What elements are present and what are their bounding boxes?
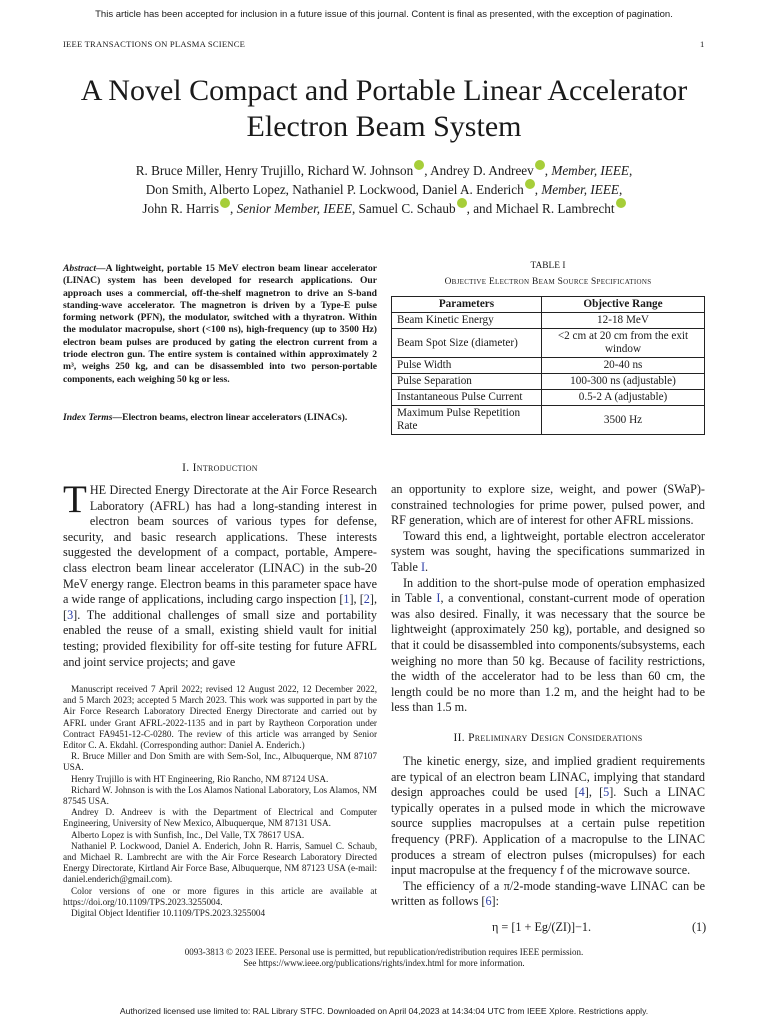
title-line-1: A Novel Compact and Portable Linear Accelerator — [80, 74, 688, 107]
paragraph-text: The kinetic energy, size, and implied gradient requirements are typical of an electron beam LINAC, implying that standard design approaches could be used [ — [391, 754, 705, 800]
parameter-cell: Instantaneous Pulse Current — [392, 390, 542, 406]
table-row — [392, 313, 705, 329]
section-number: II. — [453, 732, 465, 744]
orcid-icon[interactable] — [535, 160, 545, 170]
orcid-icon[interactable] — [525, 179, 535, 189]
section-title: Introduction — [192, 462, 258, 474]
table-label: TABLE I — [530, 261, 566, 271]
drop-cap: T — [63, 478, 87, 521]
authors-part-6: , and Michael R. Lambrecht — [466, 201, 615, 217]
footnote-affiliation: Nathaniel P. Lockwood, Daniel A. Enderich, John R. Harris, Samuel C. Schaub, and Michael R. Lambrecht are with the Air Force Research Laboratory Directed Energy Directorate, Kirtland Air Force Base, Albuquerque, NM 87123 USA (e-mail: daniel.enderich@gmail.com). — [63, 840, 377, 885]
intro-text-b: ]. The additional challenges of small size and portability enabled the reuse of a small, existing shield vault for initial testing; provided flexibility for off-site testing for future AFRL and joint service projects; and gave — [63, 607, 377, 669]
citation-link[interactable]: 4 — [578, 785, 585, 800]
authors-part-3: Don Smith, Alberto Lopez, Nathaniel P. Lockwood, Daniel A. Enderich — [145, 182, 524, 198]
copyright-line: 0093-3813 © 2023 IEEE. Personal use is permitted, but republication/redistribution requires IEEE permission. — [184, 947, 584, 957]
citation-link[interactable]: 1 — [343, 592, 350, 607]
paragraph-text: Toward this end, a lightweight, portable electron accelerator system was sought, having the specifications summarized in Table — [391, 528, 705, 574]
range-cell: <2 cm at 20 cm from the exit window — [542, 329, 705, 358]
citation-separator: ], [ — [349, 592, 364, 607]
citation-link[interactable]: 6 — [485, 894, 492, 909]
citation-separator: ], [ — [584, 785, 604, 800]
footnote-manuscript: Manuscript received 7 April 2022; revised 12 August 2022, 12 December 2022, and 5 March 2023; accepted 5 March 2023. This work was supported in part by the Air Force Research Laboratory Directed Energy Directorate and carried out by AFRL under Grant AFRL-2022-1135 and in part by Raytheon Corporation under Contract FA9451-12-C-0280. The review of this article was arranged by Senior Editor C. A. Ekdahl. (Corresponding author: Daniel A. Enderich.) — [63, 684, 377, 751]
index-terms — [63, 412, 377, 424]
table-row — [392, 406, 705, 435]
authors-part-1: R. Bruce Miller, Henry Trujillo, Richard W. Johnson — [135, 163, 414, 178]
table-header-row — [392, 297, 705, 313]
footnote-color-versions: Color versions of one or more figures in this article are available at https://doi.org/10.1109/TPS.2023.3255004. — [63, 885, 377, 907]
index-terms-lead: Index Terms— — [63, 412, 123, 423]
footnote-affiliation: Andrey D. Andreev is with the Department of Electrical and Computer Engineering, University of New Mexico, Albuquerque, NM 87131 USA. — [63, 807, 377, 829]
table-row — [392, 374, 705, 390]
citation-link[interactable]: 3 — [67, 607, 74, 622]
footnote-affiliation: Alberto Lopez is with Sunfish, Inc., Del Valle, TX 78617 USA. — [71, 829, 305, 840]
paragraph-text: In addition to the short-pulse mode of operation emphasized in Table — [391, 575, 705, 606]
orcid-icon[interactable] — [414, 160, 424, 170]
table-row — [392, 329, 705, 358]
author-list: R. Bruce Miller, Henry Trujillo, Richard W. Johnson , Andrey D. Andreev , Member, IEEE, Don Smith, Alberto Lopez, Nathaniel P. Lockwood, Daniel A. Enderich , Member, IEEE, John R. Harris , Senior Member, IEEE, Samuel C. Schaub , and Michael R. Lambrecht — [60, 160, 708, 218]
parameter-cell: Pulse Separation — [392, 374, 542, 390]
journal-name: IEEE TRANSACTIONS ON PLASMA SCIENCE — [63, 39, 246, 49]
section-heading-design — [391, 732, 705, 744]
right-column-text — [391, 482, 705, 716]
orcid-icon[interactable] — [220, 198, 230, 208]
title-line-2: Electron Beam System — [246, 110, 522, 143]
orcid-icon[interactable] — [616, 198, 626, 208]
license-footer: Authorized licensed use limited to: RAL Library STFC. Downloaded on April 04,2023 at 14:34:04 UTC from IEEE Xplore. Restrictions apply. — [119, 1006, 649, 1016]
abstract-text: A lightweight, portable 15 MeV electron beam linear accelerator (LINAC) system has been developed for research applications. Our approach uses a commercial, off-the-shelf magnetron to drive an S-band standing-wave accelerator. The magnetron is driven by a Type-E pulse forming network (PFN), the modulator, switched with a thyratron. Within the modulator macropulse, short (<100 ns), high-frequency (up to 3500 Hz) electron beam pulses are produced by gating the electron current from a triode electron gun. The entire system is contained within approximately 2 m³, weighs 250 kg, and can be disassembled into two person-portable components, each weighing 50 kg or less. — [63, 263, 377, 385]
footnote-affiliation: Henry Trujillo is with HT Engineering, Rio Rancho, NM 87124 USA. — [71, 773, 329, 784]
range-cell: 3500 Hz — [542, 406, 705, 435]
range-cell: 20-40 ns — [542, 358, 705, 374]
author-membership: Member, IEEE — [551, 163, 629, 178]
parameter-cell: Beam Spot Size (diameter) — [392, 329, 542, 358]
specifications-table — [391, 296, 705, 435]
table-header-cell: Parameters — [392, 297, 542, 313]
section-number: I. — [182, 462, 190, 474]
authors-part-5: , Samuel C. Schaub — [351, 201, 456, 217]
intro-text-a: HE Directed Energy Directorate at the Air Force Research Laboratory (AFRL) has had a long-standing interest in electron beam sources of various types for defense, security, and basic research applications. These interests suggested the development of a compact, portable, Ampere-class electron beam linear accelerator (LINAC) in the sub-20 MeV energy range. Electron beams in this parameter space have a wide range of applications, including cargo inspection [ — [63, 483, 377, 607]
footnote-affiliation: Richard W. Johnson is with the Los Alamos National Laboratory, Los Alamos, NM 87545 USA. — [63, 784, 377, 807]
footnote-affiliation: R. Bruce Miller and Don Smith are with Sem-Sol, Inc., Albuquerque, NM 87107 USA. — [63, 751, 377, 773]
parameter-cell: Beam Kinetic Energy — [392, 313, 542, 329]
efficiency-equation: η = [1 + Eg/(ZI)]−1. — [492, 920, 592, 934]
paragraph-text: The efficiency of a π/2-mode standing-wave LINAC can be written as follows [ — [391, 878, 705, 909]
paragraph: an opportunity to explore size, weight, and power (SWaP)-constrained technologies for prime power, pulsed power, and RF generation, which are of interest for other AFRL missions. — [391, 482, 705, 528]
paragraph-text: ]: — [491, 894, 499, 909]
range-cell: 100-300 ns (adjustable) — [542, 374, 705, 390]
parameter-cell: Pulse Width — [392, 358, 542, 374]
footnote-doi: Digital Object Identifier 10.1109/TPS.2023.3255004 — [71, 908, 266, 919]
paragraph-text: . — [425, 559, 429, 574]
table-reference-link[interactable]: I — [420, 559, 426, 574]
introduction-paragraph — [63, 478, 377, 670]
table-row — [392, 358, 705, 374]
design-considerations-text — [391, 754, 705, 910]
parameter-cell: Maximum Pulse Repetition Rate — [392, 406, 542, 435]
range-cell: 12-18 MeV — [542, 313, 705, 329]
paper-title — [40, 73, 728, 145]
orcid-icon[interactable] — [457, 198, 467, 208]
authors-part-2: , Andrey D. Andreev — [424, 163, 534, 178]
authors-part-4: John R. Harris — [142, 201, 219, 217]
range-cell: 0.5-2 A (adjustable) — [542, 390, 705, 406]
index-terms-text: Electron beams, electron linear accelerators (LINACs). — [122, 412, 348, 423]
paragraph — [391, 754, 705, 879]
table-header-cell: Objective Range — [542, 297, 705, 313]
citation-link[interactable]: 5 — [603, 785, 610, 800]
author-membership: Senior Member, IEEE — [236, 201, 352, 217]
abstract — [63, 263, 377, 386]
abstract-lead: Abstract— — [63, 263, 106, 274]
page-number: 1 — [700, 39, 705, 49]
citation-separator: ], [ — [63, 592, 377, 622]
rights-link-line[interactable]: See https://www.ieee.org/publications/rights/index.html for more information. — [243, 958, 525, 968]
paragraph — [391, 529, 705, 576]
paragraph-text: ]. Such a LINAC typically operates in a pulsed mode in which the microwave source supplies macropulses at a certain pulse repetition frequency (PRF). Application of a macropulse to the LINAC produces a stream of electron pulses (micropulses) for each input macropulse at the frequency f of the microwave source. — [391, 785, 705, 878]
paragraph — [391, 576, 705, 716]
paragraph — [391, 879, 705, 910]
table-caption: Objective Electron Beam Source Specifications — [444, 277, 652, 287]
author-membership: Member, IEEE — [541, 182, 619, 198]
section-title: Preliminary Design Considerations — [468, 732, 643, 744]
equation-number: (1) — [692, 920, 707, 934]
section-heading-introduction — [63, 462, 377, 474]
table-reference-link[interactable]: I — [436, 591, 441, 606]
paragraph-text: , a conventional, constant-current mode of operation was also desired. Finally, it was necessary that the source be lightweight (approximately 250 kg), portable, and designed so that it could be disassembled into components/subsystems, each weighing no more than 50 kg. Because of facility restrictions, the width of the accelerator had to be less than 60 cm, the length could be no more than 1.2 m, and the height had to be less than 1.5 m. — [391, 591, 705, 715]
footnotes — [63, 684, 377, 919]
copyright-notice — [100, 947, 668, 969]
table-row — [392, 390, 705, 406]
citation-link[interactable]: 2 — [363, 592, 370, 607]
acceptance-notice: This article has been accepted for inclusion in a future issue of this journal. Content is final as presented, with the exception of pagination. — [95, 9, 673, 20]
